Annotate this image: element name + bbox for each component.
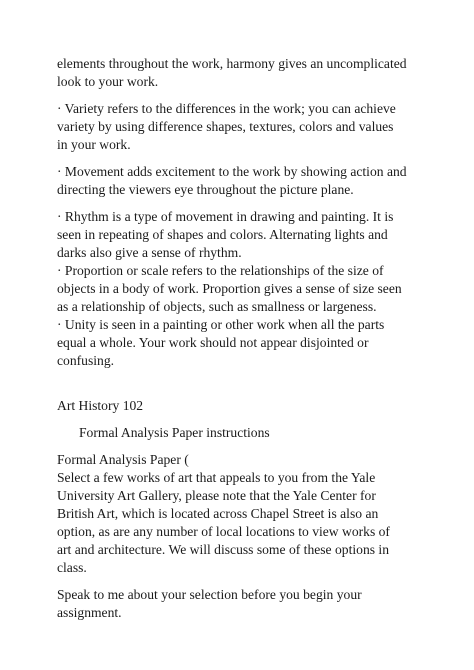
text-line: · Movement adds excitement to the work by showing action and <box>57 164 407 179</box>
course-title: Art History 102 <box>57 398 144 413</box>
text-line: · Proportion or scale refers to the relationships of the size of <box>57 263 384 278</box>
text-line: equal a whole. Your work should not appear disjointed or <box>57 335 369 350</box>
text-line: in your work. <box>57 137 131 152</box>
text-line: Formal Analysis Paper ( <box>57 452 189 467</box>
text-line: Select a few works of art that appeals to you from the Yale <box>57 470 376 485</box>
text-line: darks also give a sense of rhythm. <box>57 245 242 260</box>
text-line: option, as are any number of local locations to view works of <box>57 524 390 539</box>
text-line: elements throughout the work, harmony gives an uncomplicated <box>57 56 407 71</box>
text-line: as a relationship of objects, such as smallness or largeness. <box>57 299 377 314</box>
text-line: directing the viewers eye throughout the picture plane. <box>57 182 354 197</box>
instructions-heading: Formal Analysis Paper instructions <box>79 425 270 440</box>
text-line: variety by using difference shapes, textures, colors and values <box>57 119 394 134</box>
text-line: assignment. <box>57 605 122 620</box>
text-line: confusing. <box>57 353 115 368</box>
text-line: look to your work. <box>57 74 159 89</box>
text-line: University Art Gallery, please note that the Yale Center for <box>57 488 376 503</box>
text-line: · Unity is seen in a painting or other work when all the parts <box>57 317 385 332</box>
text-line: seen in repeating of shapes and colors. Alternating lights and <box>57 227 388 242</box>
text-line: Speak to me about your selection before you begin your <box>57 587 362 602</box>
text-line: objects in a body of work. Proportion gives a sense of size seen <box>57 281 402 296</box>
text-line: · Variety refers to the differences in the work; you can achieve <box>57 101 396 116</box>
text-line: class. <box>57 560 87 575</box>
text-line: British Art, which is located across Chapel Street is also an <box>57 506 379 521</box>
text-line: · Rhythm is a type of movement in drawing and painting. It is <box>57 209 394 224</box>
text-line: art and architecture. We will discuss some of these options in <box>57 542 389 557</box>
